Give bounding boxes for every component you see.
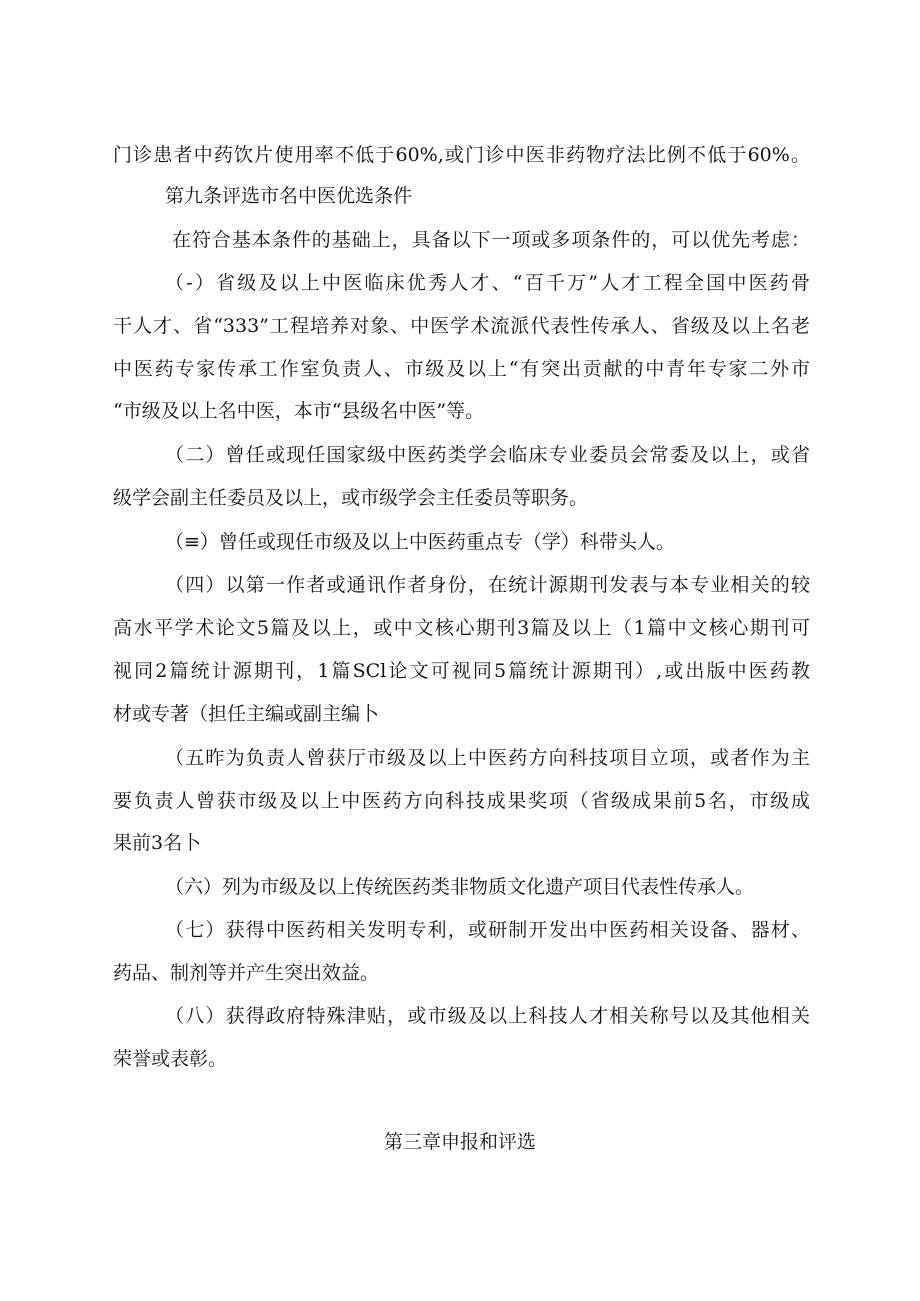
text-line: 药品、制剂等并产生突出效益。 xyxy=(113,962,380,984)
text-line: （七）获得中医药相关发明专利，或研制开发出中医药相关设备、器材、 xyxy=(165,919,810,941)
text-line: 中医药专家传承工作室负责人、市级及以上“有突出贡献的中青年专家二外市 xyxy=(113,358,810,380)
text-line: （≡）曾任或现任市级及以上中医药重点专（学）科带头人。 xyxy=(165,531,675,553)
text-line: （二）曾任或现任国家级中医药类学会临床专业委员会常委及以上，或省 xyxy=(165,444,810,466)
text-line: 要负责人曾获市级及以上中医药方向科技成果奖项（省级成果前5名，市级成 xyxy=(113,790,810,812)
text-line: 材或专著（担任主编或副主编卜 xyxy=(113,703,380,725)
text-line: （八）获得政府特殊津贴，或市级及以上科技人才相关称号以及其他相关 xyxy=(165,1005,810,1027)
text-line: “市级及以上名中医，本市“县级名中医”等。 xyxy=(113,400,485,422)
text-line: 在符合基本条件的基础上，具备以下一项或多项条件的，可以优先考虑： xyxy=(172,229,810,251)
text-line: 荣誉或表彰。 xyxy=(113,1048,228,1070)
text-line: （六）列为市级及以上传统医药类非物质文化遗产项目代表性传承人。 xyxy=(165,876,755,898)
text-line: 果前3名卜 xyxy=(113,832,202,854)
text-line: 级学会副主任委员及以上，或市级学会主任委员等职务。 xyxy=(113,487,589,509)
text-line: 干人才、省“333”工程培养对象、中医学术流派代表性传承人、省级及以上名老 xyxy=(113,315,810,337)
text-line: 门诊患者中药饮片使用率不低于60%,或门诊中医非药物疗法比例不低于60%。 xyxy=(113,144,810,166)
article-heading: 第九条评选市名中医优选条件 xyxy=(165,185,413,207)
text-line: （四）以第一作者或通讯作者身份，在统计源期刊发表与本专业相关的较 xyxy=(165,574,810,596)
chapter-heading: 第三章申报和评选 xyxy=(383,1131,536,1153)
text-line: （五昨为负责人曾获厅市级及以上中医药方向科技项目立项，或者作为主 xyxy=(165,747,810,769)
text-line: 高水平学术论文5篇及以上，或中文核心期刊3篇及以上（1篇中文核心期刊可 xyxy=(113,617,810,639)
text-line: 视同2篇统计源期刊，1篇SCl论文可视同5篇统计源期刊）,或出版中医药教 xyxy=(113,660,810,682)
text-line: （-）省级及以上中医临床优秀人才、“百千万”人才工程全国中医药骨 xyxy=(165,272,810,294)
